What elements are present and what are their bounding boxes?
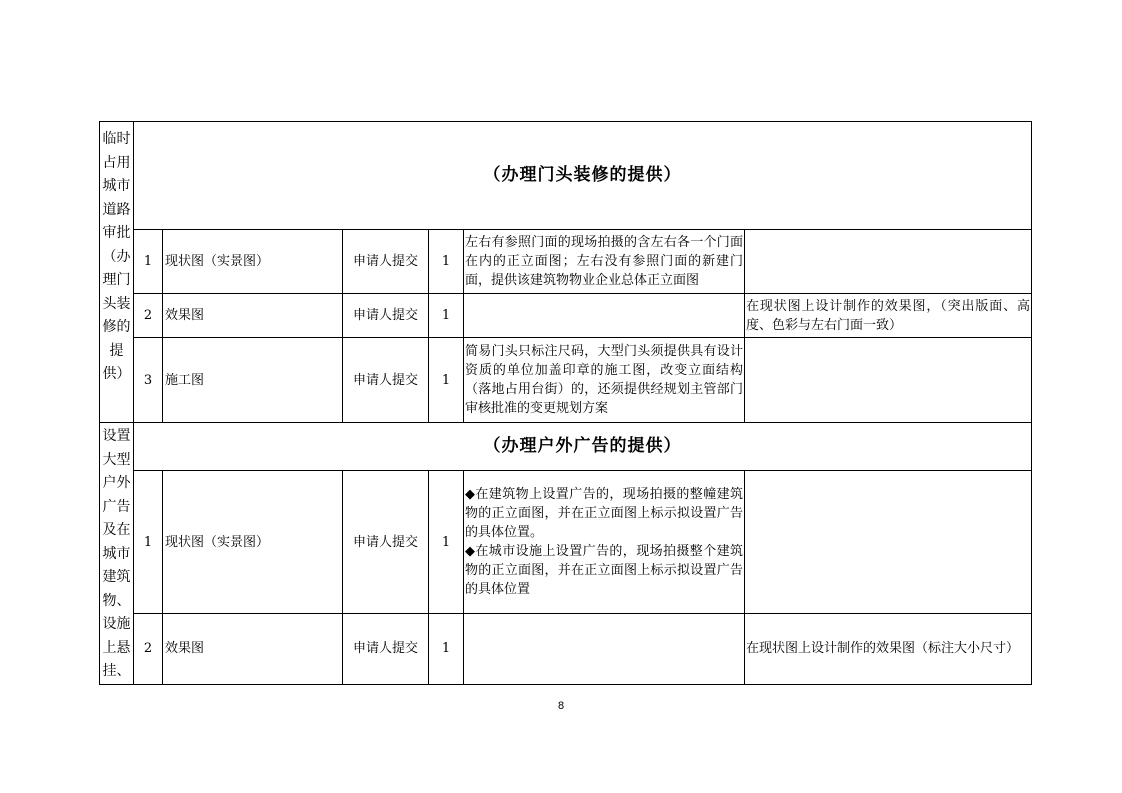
material-description xyxy=(464,471,745,614)
table-row xyxy=(100,338,1032,423)
material-name: 效果图 xyxy=(163,294,343,338)
material-name: 施工图 xyxy=(163,338,343,423)
category-cell: 临时占用城市道路审批（办理门头装修的提供） xyxy=(100,122,134,423)
description-paragraph: ◆在城市设施上设置广告的，现场拍摄整个建筑物的正立面图，并在正立面图上标示拟设置广告的具体位置 xyxy=(465,544,743,598)
material-note: 在现状图上设计制作的效果图（标注大小尺寸） xyxy=(745,614,1032,684)
table-row xyxy=(100,230,1032,294)
table-row xyxy=(100,614,1032,684)
copy-count: 1 xyxy=(429,614,464,684)
row-number: 2 xyxy=(134,614,163,684)
copy-count: 1 xyxy=(429,471,464,614)
section-header-row xyxy=(100,423,1032,471)
material-description xyxy=(464,614,745,684)
table-row xyxy=(100,471,1032,614)
section-header-row xyxy=(100,122,1032,230)
table-row xyxy=(100,294,1032,338)
material-note xyxy=(745,338,1032,423)
submitter: 申请人提交 xyxy=(343,294,429,338)
row-number: 1 xyxy=(134,230,163,294)
page-number: 8 xyxy=(557,700,565,712)
copy-count: 1 xyxy=(429,338,464,423)
requirements-table xyxy=(99,121,1032,685)
description-paragraph: 简易门头只标注尺码，大型门头须提供具有设计资质的单位加盖印章的施工图，改变立面结构（落地占用台街）的，还须提供经规划主管部门审核批准的变更规划方案 xyxy=(465,344,743,416)
material-name: 现状图（实景图） xyxy=(163,230,343,294)
material-note xyxy=(745,230,1032,294)
section-title: （办理门头装修的提供） xyxy=(134,122,1032,230)
category-cell: 设置大型户外广告及在城市建筑物、设施上悬挂、 xyxy=(100,423,134,685)
description-paragraph: ◆在建筑物上设置广告的，现场拍摄的整幢建筑物的正立面图，并在正立面图上标示拟设置广告的具体位置。 xyxy=(465,487,743,541)
row-number: 2 xyxy=(134,294,163,338)
material-description xyxy=(464,294,745,338)
section-title: （办理户外广告的提供） xyxy=(134,423,1032,471)
submitter: 申请人提交 xyxy=(343,614,429,684)
copy-count: 1 xyxy=(429,230,464,294)
description-paragraph: 左右有参照门面的现场拍摄的含左右各一个门面在内的正立面图；左右没有参照门面的新建门面，提供该建筑物物业企业总体正立面图 xyxy=(465,235,743,288)
material-name: 现状图（实景图） xyxy=(163,471,343,614)
submitter: 申请人提交 xyxy=(343,338,429,423)
material-note xyxy=(745,471,1032,614)
row-number: 1 xyxy=(134,471,163,614)
material-note: 在现状图上设计制作的效果图，（突出版面、高度、色彩与左右门面一致） xyxy=(745,294,1032,338)
material-description xyxy=(464,230,745,294)
material-name: 效果图 xyxy=(163,614,343,684)
material-description xyxy=(464,338,745,423)
submitter: 申请人提交 xyxy=(343,471,429,614)
copy-count: 1 xyxy=(429,294,464,338)
row-number: 3 xyxy=(134,338,163,423)
submitter: 申请人提交 xyxy=(343,230,429,294)
